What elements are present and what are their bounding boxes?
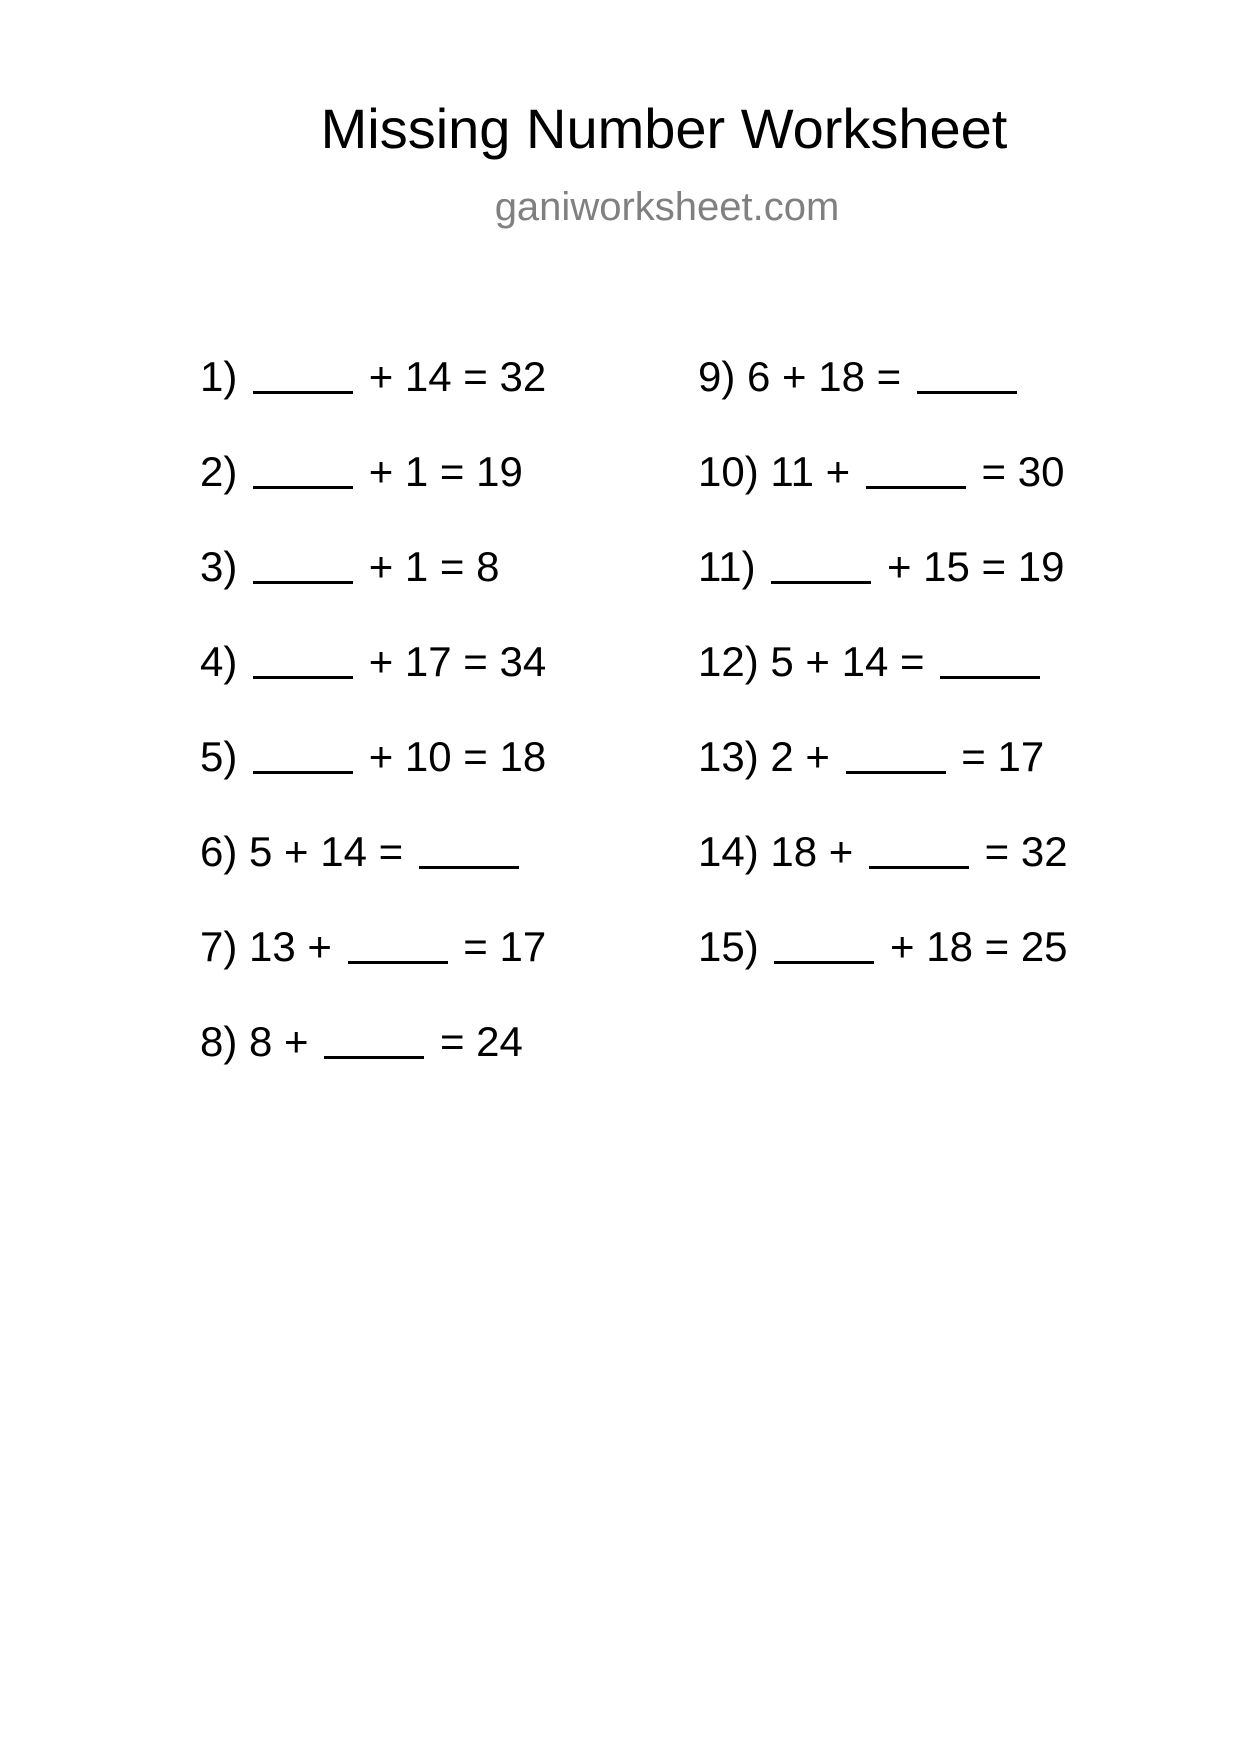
- answer-blank[interactable]: [348, 923, 448, 964]
- problem-number: 12): [698, 638, 759, 685]
- answer-blank[interactable]: [253, 543, 353, 584]
- problem-post: = 17: [463, 923, 547, 970]
- problem-number: 5): [200, 733, 238, 780]
- problem-pre: 11 +: [770, 448, 851, 495]
- problem-pre: 5 + 14 =: [249, 828, 404, 875]
- worksheet-source-url: ganiworksheet.com: [494, 185, 840, 229]
- problem-14: [698, 825, 1068, 920]
- problem-post: + 17 = 34: [368, 638, 547, 685]
- problem-number: 4): [200, 638, 238, 685]
- problem-post: = 30: [981, 448, 1065, 495]
- answer-blank[interactable]: [940, 638, 1040, 679]
- problems-column-left: [200, 350, 546, 1110]
- problem-number: 13): [698, 733, 759, 780]
- problem-3: [200, 540, 546, 635]
- problem-number: 6): [200, 828, 238, 875]
- answer-blank[interactable]: [869, 828, 969, 869]
- problem-pre: 13 +: [249, 923, 332, 970]
- problem-post: + 18 = 25: [890, 923, 1068, 970]
- problem-11: [698, 540, 1068, 635]
- problem-post: + 14 = 32: [368, 353, 547, 400]
- problem-number: 3): [200, 543, 238, 590]
- problem-pre: 6 + 18 =: [747, 353, 902, 400]
- answer-blank[interactable]: [419, 828, 519, 869]
- problem-number: 14): [698, 828, 759, 875]
- problem-number: 7): [200, 923, 238, 970]
- problem-6: [200, 825, 546, 920]
- problem-pre: 2 +: [770, 733, 830, 780]
- problem-post: + 15 = 19: [886, 543, 1065, 590]
- answer-blank[interactable]: [253, 448, 353, 489]
- problem-post: = 32: [984, 828, 1068, 875]
- answer-blank[interactable]: [771, 543, 871, 584]
- answer-blank[interactable]: [253, 733, 353, 774]
- problem-pre: 5 + 14 =: [770, 638, 925, 685]
- problem-8: [200, 1015, 546, 1110]
- answer-blank[interactable]: [846, 733, 946, 774]
- problem-4: [200, 635, 546, 730]
- answer-blank[interactable]: [253, 353, 353, 394]
- problem-number: 10): [698, 448, 759, 495]
- problem-9: [698, 350, 1068, 445]
- problem-post: + 10 = 18: [368, 733, 547, 780]
- problem-post: + 1 = 8: [368, 543, 500, 590]
- problem-number: 2): [200, 448, 238, 495]
- problem-15: [698, 920, 1068, 1015]
- problem-number: 11): [698, 543, 756, 590]
- problem-pre: 18 +: [770, 828, 854, 875]
- answer-blank[interactable]: [866, 448, 966, 489]
- problem-post: + 1 = 19: [368, 448, 523, 495]
- problem-post: = 17: [961, 733, 1045, 780]
- answer-blank[interactable]: [253, 638, 353, 679]
- problem-number: 1): [200, 353, 238, 400]
- problem-post: = 24: [439, 1018, 523, 1065]
- problem-7: [200, 920, 546, 1015]
- worksheet-title: Missing Number Worksheet: [320, 97, 1008, 160]
- problem-number: 9): [698, 353, 736, 400]
- answer-blank[interactable]: [324, 1018, 424, 1059]
- problem-5: [200, 730, 546, 825]
- answer-blank[interactable]: [917, 353, 1017, 394]
- problem-2: [200, 445, 546, 540]
- problem-pre: 8 +: [249, 1018, 309, 1065]
- problem-12: [698, 635, 1068, 730]
- problem-10: [698, 445, 1068, 540]
- problem-number: 8): [200, 1018, 238, 1065]
- problem-13: [698, 730, 1068, 825]
- problem-number: 15): [698, 923, 759, 970]
- problems-column-right: [698, 350, 1068, 1015]
- problem-1: [200, 350, 546, 445]
- answer-blank[interactable]: [774, 923, 874, 964]
